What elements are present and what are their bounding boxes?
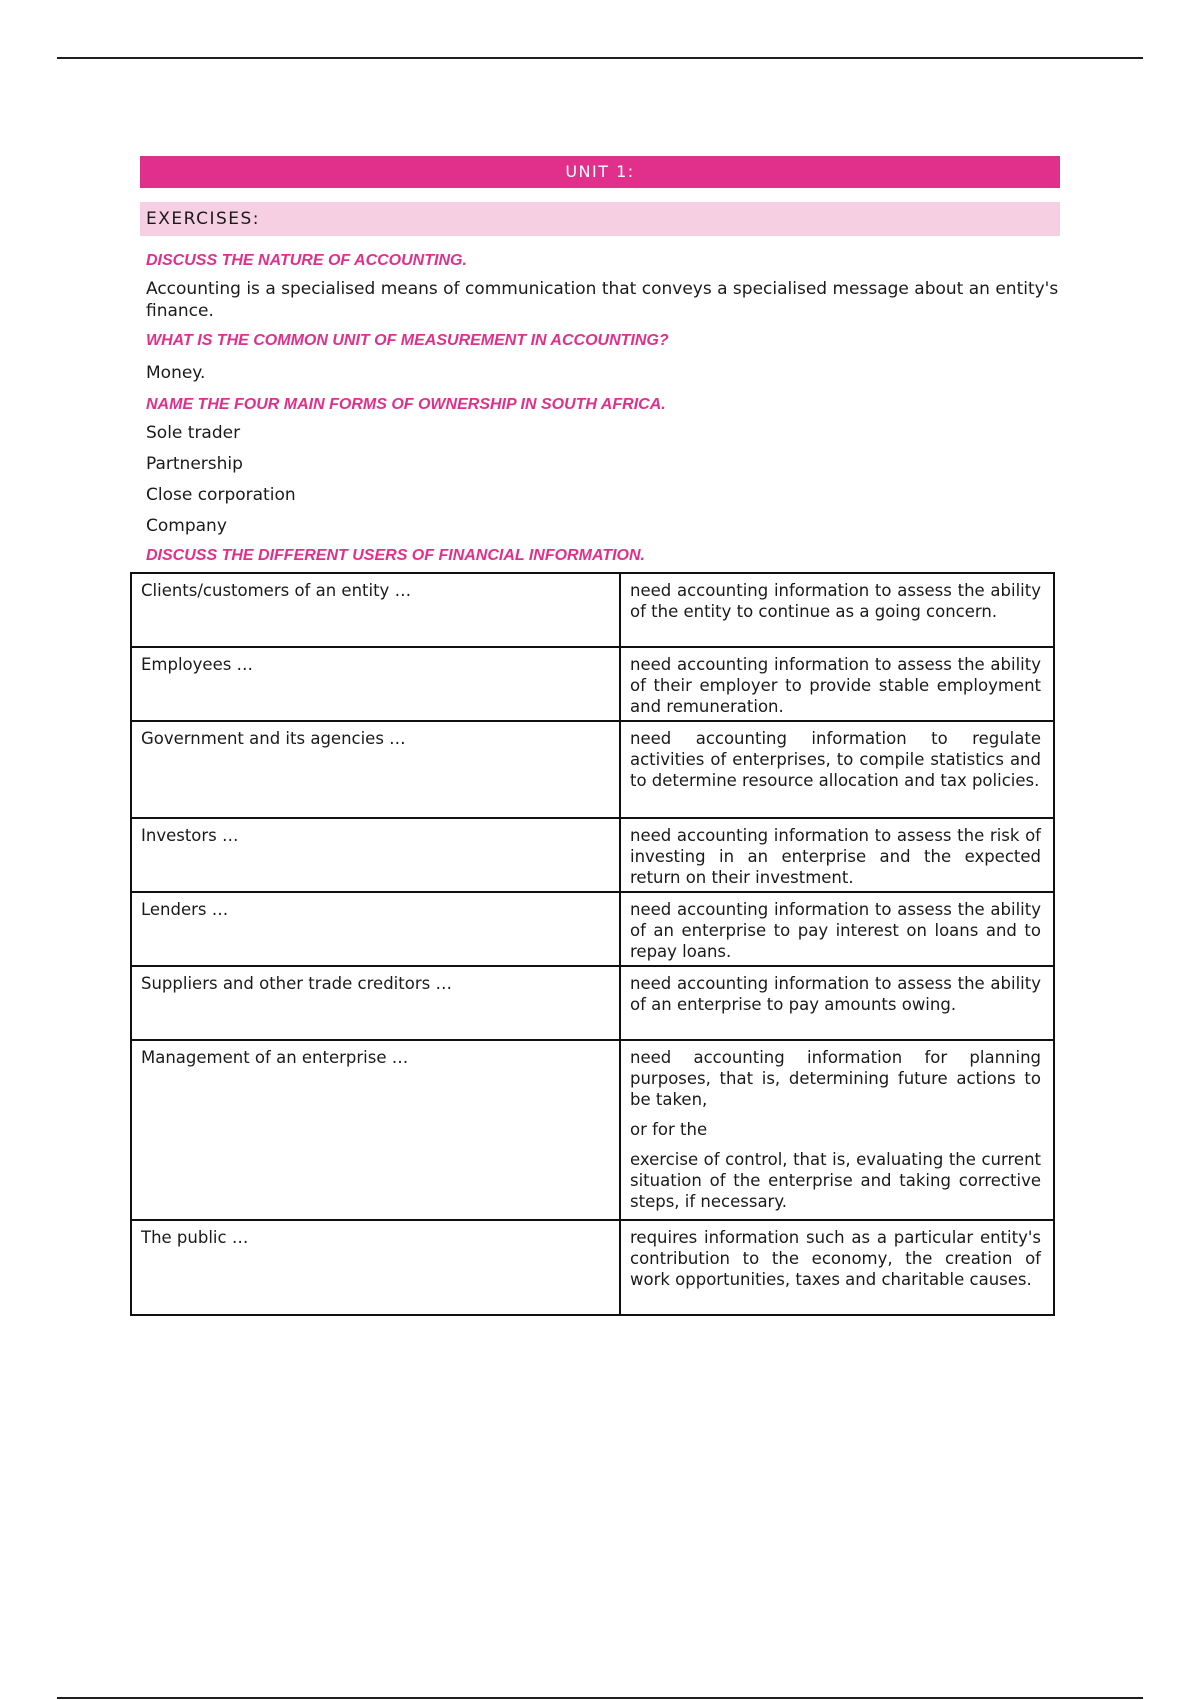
- table-row: [131, 573, 1054, 647]
- question-unit-of-measurement: WHAT IS THE COMMON UNIT OF MEASUREMENT IN ACCOUNTING?: [146, 332, 669, 349]
- need-cell: [620, 1040, 1054, 1220]
- need-cell: need accounting information to assess the ability of an enterprise to pay amounts owing.: [620, 966, 1054, 1040]
- table-row: [131, 1220, 1054, 1315]
- table-row: [131, 966, 1054, 1040]
- need-paragraph: or for the: [630, 1120, 708, 1139]
- unit-content: [140, 156, 1060, 566]
- answer-unit-of-measurement: Money.: [146, 363, 206, 383]
- user-cell: Suppliers and other trade creditors …: [131, 966, 620, 1040]
- footer-rule: [57, 1697, 1143, 1699]
- unit-title-banner: UNIT 1:: [140, 156, 1060, 188]
- user-cell: Government and its agencies …: [131, 721, 620, 818]
- list-item: Sole trader: [146, 423, 241, 443]
- need-paragraph: exercise of control, that is, evaluating the current situation of the enterprise and taking corrective steps, if necessary.: [630, 1150, 1041, 1211]
- user-cell: Management of an enterprise …: [131, 1040, 620, 1220]
- user-cell: Lenders …: [131, 892, 620, 966]
- exercises-heading: EXERCISES:: [140, 202, 1060, 236]
- list-item: Company: [146, 516, 227, 536]
- user-cell: Investors …: [131, 818, 620, 892]
- table-row: [131, 647, 1054, 721]
- users-of-financial-information-table: [130, 572, 1055, 1316]
- user-cell: Clients/customers of an entity …: [131, 573, 620, 647]
- table-row: [131, 1040, 1054, 1220]
- need-paragraph: need accounting information for planning purposes, that is, determining future actions to be taken,: [630, 1048, 1041, 1109]
- list-item: Close corporation: [146, 485, 296, 505]
- question-users-of-financial-information: DISCUSS THE DIFFERENT USERS OF FINANCIAL INFORMATION.: [146, 547, 645, 564]
- user-cell: The public …: [131, 1220, 620, 1315]
- need-cell: need accounting information to assess the ability of their employer to provide stable employment and remuneration.: [620, 647, 1054, 721]
- question-nature-of-accounting: DISCUSS THE NATURE OF ACCOUNTING.: [146, 252, 467, 269]
- table-row: [131, 818, 1054, 892]
- need-cell: need accounting information to assess the ability of the entity to continue as a going concern.: [620, 573, 1054, 647]
- need-cell: need accounting information to assess the ability of an enterprise to pay interest on loans and to repay loans.: [620, 892, 1054, 966]
- table-row: [131, 721, 1054, 818]
- user-cell: Employees …: [131, 647, 620, 721]
- answer-nature-of-accounting: Accounting is a specialised means of communication that conveys a specialised message about an entity's finance.: [146, 279, 1059, 321]
- list-item: Partnership: [146, 454, 243, 474]
- question-forms-of-ownership: NAME THE FOUR MAIN FORMS OF OWNERSHIP IN SOUTH AFRICA.: [146, 396, 666, 413]
- need-cell: requires information such as a particular entity's contribution to the economy, the creation of work opportunities, taxes and charitable causes.: [620, 1220, 1054, 1315]
- table-row: [131, 892, 1054, 966]
- ownership-forms-list: [140, 418, 1060, 542]
- header-rule: [57, 57, 1143, 59]
- need-cell: need accounting information to regulate activities of enterprises, to compile statistics and to determine resource allocation and tax policies.: [620, 721, 1054, 818]
- need-cell: need accounting information to assess the risk of investing in an enterprise and the expected return on their investment.: [620, 818, 1054, 892]
